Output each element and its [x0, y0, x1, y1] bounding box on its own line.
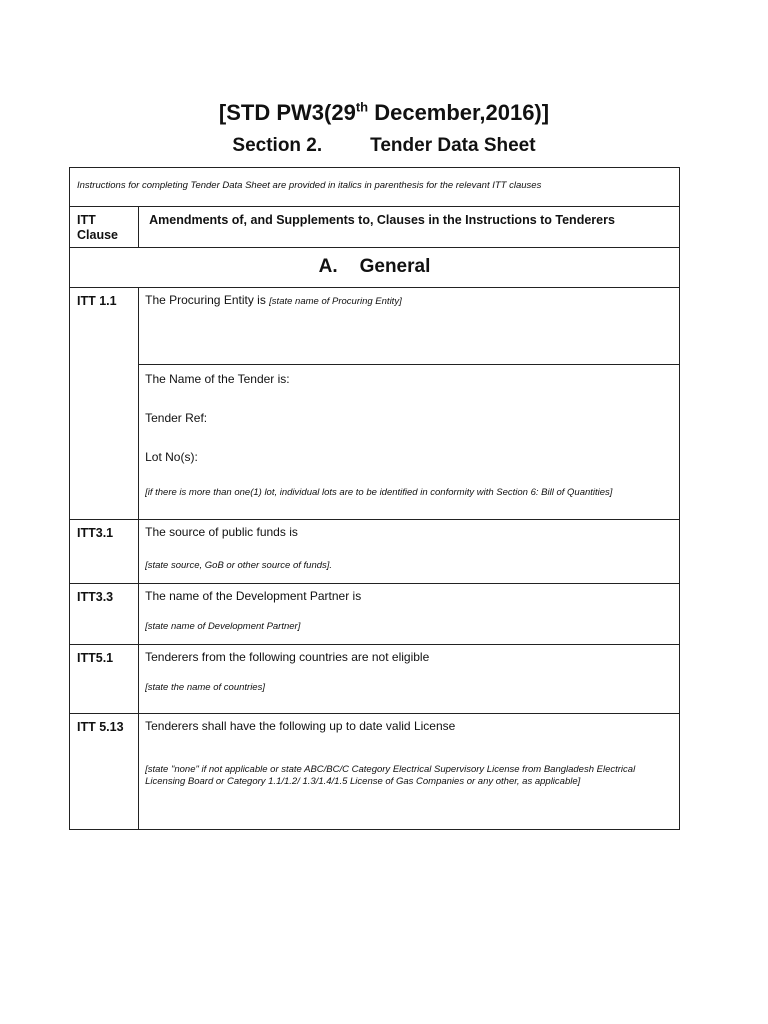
clause-label: ITT3.3 — [77, 590, 114, 604]
tender-data-table — [69, 167, 680, 830]
clause-hint: [state name of Development Partner] — [145, 621, 301, 632]
header-row — [70, 207, 680, 248]
clause-hint: [if there is more than one(1) lot, individual lots are to be identified in conformity with Section 6: Bill of Quantities] — [145, 487, 613, 498]
clause-hint: [state "none" if not applicable or state ABC/BC/C Category Electrical Supervisory License from Bangladesh Electrical Licensing Board or Category 1.1/1.2/ 1.3/1.4/1.5 License of Gas Companies or any other, as applicable] — [145, 764, 636, 787]
title-superscript: th — [355, 99, 369, 115]
table-row — [70, 645, 680, 714]
clause-content — [139, 365, 679, 499]
tender-ref-label: Tender Ref: — [145, 411, 208, 425]
clause-hint: [state name of Procuring Entity] — [269, 296, 402, 307]
clause-content: The name of the Development Partner is [state name of Development Partner] — [139, 584, 679, 633]
clause-label: ITT5.1 — [77, 651, 114, 665]
clause-content: Tenderers shall have the following up to date valid License [state "none" if not applicable or state ABC/BC/C Category Electrical Supervisory License from Bangladesh Electrical Licensing Board or Category 1.1/1.2/ 1.3/1.4/1.5 License of Gas Companies or any other, as applicable] — [139, 714, 679, 788]
clause-hint: [state the name of countries] — [145, 682, 265, 693]
table-row — [70, 714, 680, 830]
clause-content: Tenderers from the following countries are not eligible [state the name of countries] — [139, 645, 679, 694]
section-number: Section 2. — [232, 135, 323, 156]
amendments-header: Amendments of, and Supplements to, Clauses in the Instructions to Tenderers — [149, 213, 615, 227]
section-a-heading: A. General — [318, 256, 431, 277]
tender-name-label: The Name of the Tender is: — [145, 372, 290, 386]
clause-content: The source of public funds is [state source, GoB or other source of funds]. — [139, 520, 679, 572]
instructions-row — [70, 168, 680, 207]
table-row — [70, 584, 680, 645]
clause-hint: [state source, GoB or other source of funds]. — [145, 560, 333, 571]
table-row — [70, 365, 680, 520]
document-title: [STD PW3(29th December,2016)] — [218, 99, 550, 125]
table-row — [70, 288, 680, 365]
instructions-text: Instructions for completing Tender Data Sheet are provided in italics in parenthesis for the relevant ITT clauses — [77, 180, 542, 191]
itt-clause-header: ITT Clause — [77, 213, 118, 242]
section-row — [70, 248, 680, 288]
section-name: Tender Data Sheet — [370, 135, 536, 156]
lot-no-label: Lot No(s): — [145, 450, 198, 464]
clause-content: The Procuring Entity is [state name of Procuring Entity] — [145, 293, 402, 307]
clause-label: ITT 5.13 — [77, 720, 124, 734]
section-heading — [0, 135, 768, 157]
clause-label: ITT3.1 — [77, 526, 114, 540]
clause-label: ITT 1.1 — [77, 294, 117, 308]
table-row — [70, 520, 680, 584]
